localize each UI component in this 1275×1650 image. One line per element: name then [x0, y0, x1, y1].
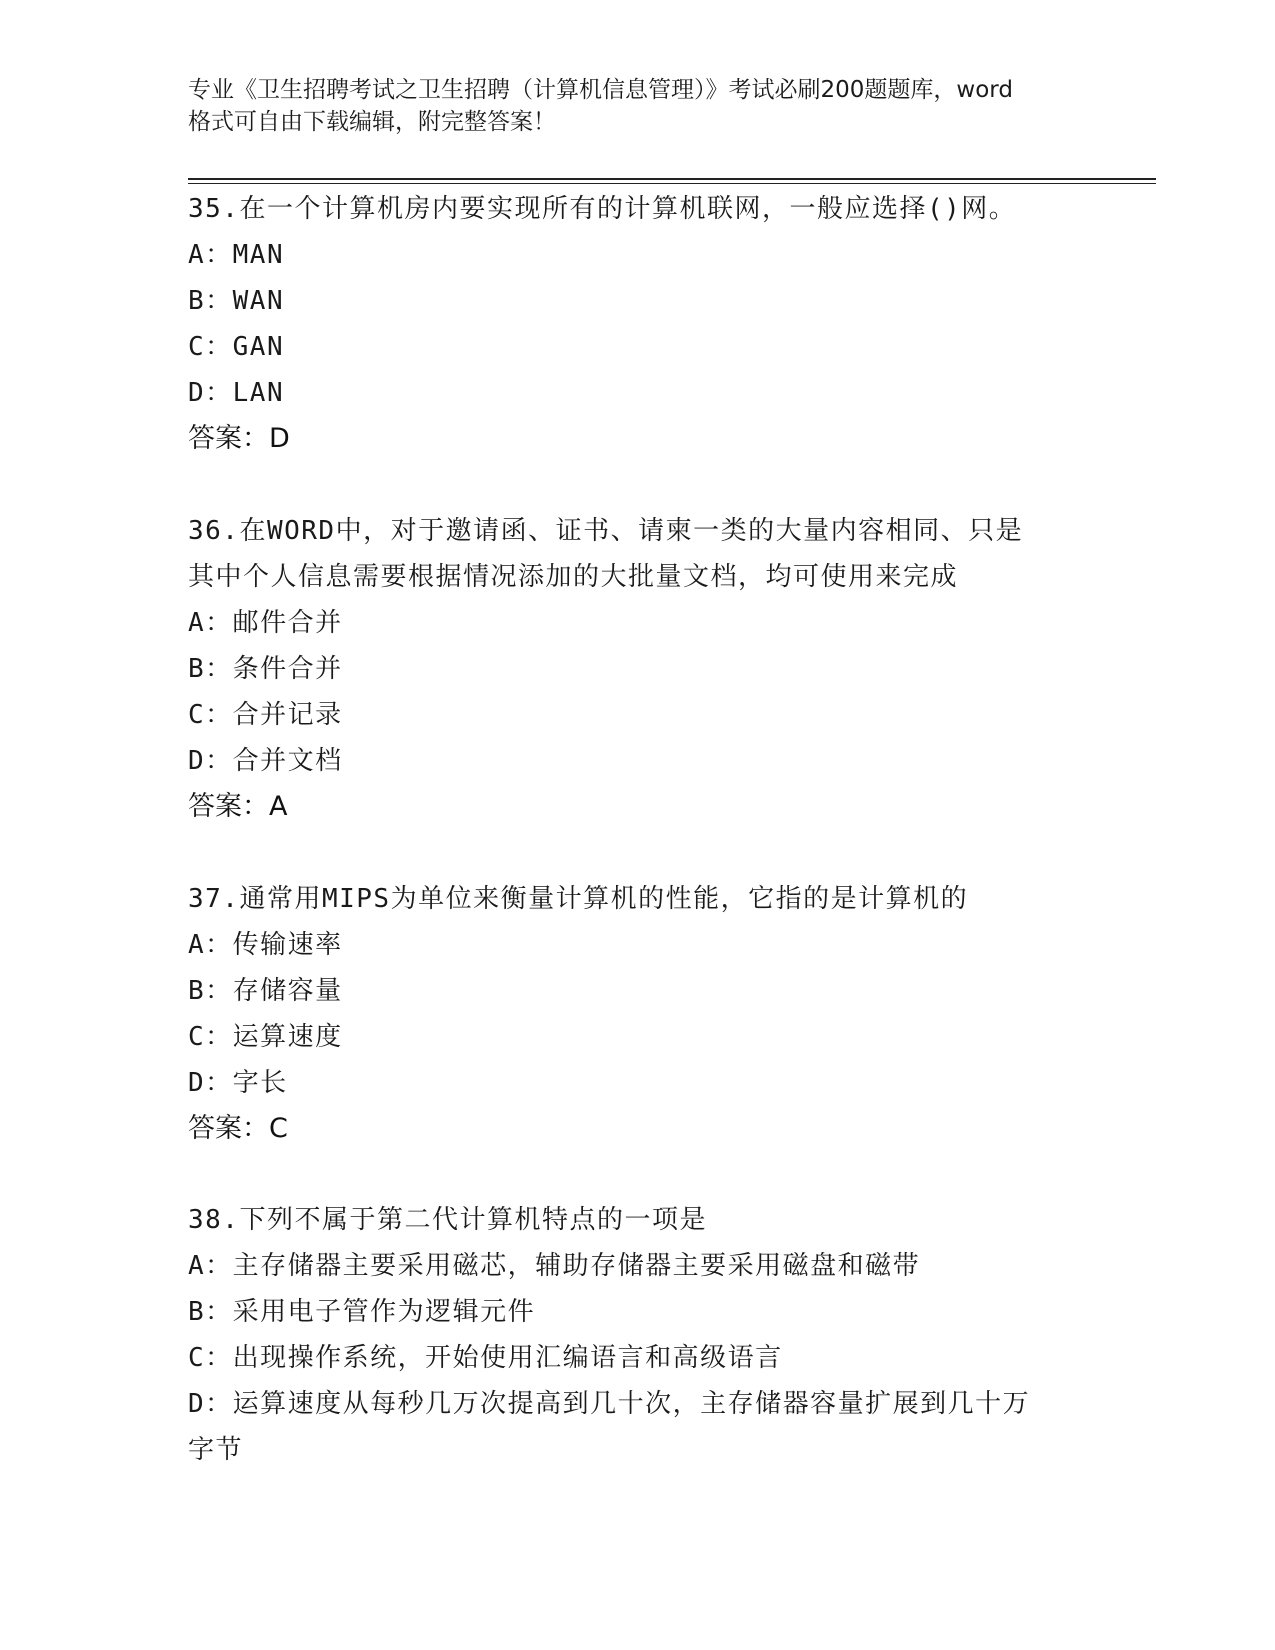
- option-d: D：字长: [188, 1068, 288, 1098]
- question-stem: 38.下列不属于第二代计算机特点的一项是: [188, 1205, 707, 1235]
- option-b: B：条件合并: [188, 654, 343, 684]
- option-b: B：采用电子管作为逻辑元件: [188, 1297, 536, 1327]
- question-stem-continued: 其中个人信息需要根据情况添加的大批量文档，均可使用来完成: [188, 562, 959, 592]
- header-line-2: 格式可自由下载编辑，附完整答案！: [188, 109, 556, 135]
- document-header: [188, 74, 1088, 138]
- question-stem: 36.在WORD中，对于邀请函、证书、请柬一类的大量内容相同、只是: [188, 516, 1024, 546]
- option-a: A：MAN: [188, 240, 285, 270]
- option-d: D：合并文档: [188, 746, 343, 776]
- option-c: C：出现操作系统，开始使用汇编语言和高级语言: [188, 1343, 783, 1373]
- header-line-1: 专业《卫生招聘考试之卫生招聘（计算机信息管理）》考试必刷200题题库，word: [188, 77, 1013, 103]
- question-36: [188, 508, 1088, 830]
- header-divider-thin: [188, 183, 1156, 184]
- question-37: [188, 876, 1088, 1152]
- question-38: [188, 1197, 1088, 1473]
- answer-label: 答案：A: [188, 791, 288, 822]
- option-d: D：LAN: [188, 378, 285, 408]
- answer-label: 答案：C: [188, 1113, 288, 1144]
- answer-label: 答案：D: [188, 423, 290, 454]
- option-a: A：邮件合并: [188, 608, 343, 638]
- header-divider: [188, 178, 1156, 180]
- option-a: A：传输速率: [188, 930, 343, 960]
- option-c: C：合并记录: [188, 700, 343, 730]
- option-b: B：存储容量: [188, 976, 343, 1006]
- option-a: A：主存储器主要采用磁芯，辅助存储器主要采用磁盘和磁带: [188, 1251, 921, 1281]
- option-d: D：运算速度从每秒几万次提高到几十次，主存储器容量扩展到几十万: [188, 1389, 1031, 1419]
- option-b: B：WAN: [188, 286, 285, 316]
- option-c: C：GAN: [188, 332, 285, 362]
- question-stem: 35.在一个计算机房内要实现所有的计算机联网，一般应选择()网。: [188, 194, 1017, 224]
- question-stem: 37.通常用MIPS为单位来衡量计算机的性能，它指的是计算机的: [188, 884, 969, 914]
- option-d-continued: 字节: [188, 1435, 244, 1465]
- option-c: C：运算速度: [188, 1022, 343, 1052]
- question-35: [188, 186, 1088, 462]
